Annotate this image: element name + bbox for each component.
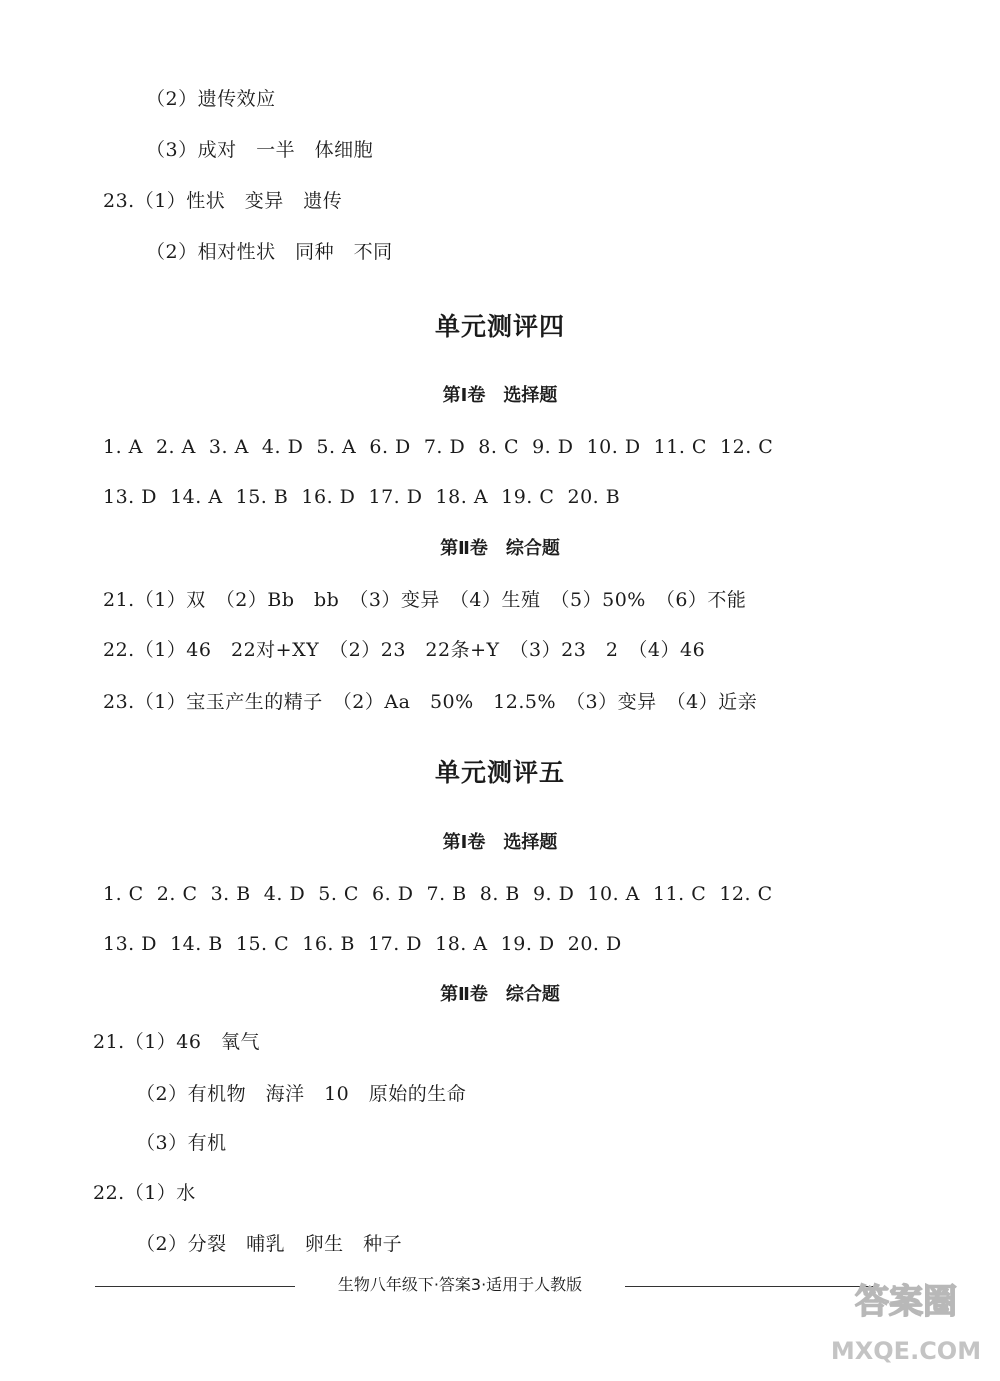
part1-title: 第Ⅰ卷 选择题 <box>442 832 558 853</box>
answer-line: 21.（1）46 氧气 <box>93 1031 260 1053</box>
answer-line: 21.（1）双 （2）Bb bb （3）变异 （4）生殖 （5）50% （6）不能 <box>103 589 747 611</box>
answer-line: （2）有机物 海洋 10 原始的生命 <box>136 1083 467 1105</box>
choice-answers-row: 1. A 2. A 3. A 4. D 5. A 6. D 7. D 8. C 9. D 10. D 11. C 12. C <box>103 436 774 458</box>
answer-line: 23.（1）性状 变异 遗传 <box>103 190 343 212</box>
part2-title: 第Ⅱ卷 综合题 <box>440 538 560 559</box>
answer-line: （3）成对 一半 体细胞 <box>146 139 374 161</box>
answer-line: 23.（1）宝玉产生的精子 （2）Aa 50% 12.5% （3）变异 （4）近亲 <box>103 691 758 713</box>
section-title-unit4: 单元测评四 <box>434 312 565 341</box>
part1-title: 第Ⅰ卷 选择题 <box>442 385 558 406</box>
section-title-unit5: 单元测评五 <box>434 758 565 787</box>
answer-line: （2）遗传效应 <box>146 88 276 110</box>
part2-title: 第Ⅱ卷 综合题 <box>440 984 560 1005</box>
answer-line: 22.（1）46 22对+XY （2）23 22条+Y （3）23 2 （4）46 <box>103 639 706 661</box>
footer-rule-left <box>95 1286 295 1287</box>
choice-answers-row: 13. D 14. A 15. B 16. D 17. D 18. A 19. C 20. B <box>103 486 621 508</box>
watermark-logo-text: 答案圈 <box>855 1282 957 1322</box>
answer-line: （3）有机 <box>136 1132 227 1154</box>
answer-line: （2）分裂 哺乳 卵生 种子 <box>136 1233 403 1255</box>
choice-answers-row: 1. C 2. C 3. B 4. D 5. C 6. D 7. B 8. B 9. D 10. A 11. C 12. C <box>103 883 773 905</box>
choice-answers-row: 13. D 14. B 15. C 16. B 17. D 18. A 19. D 20. D <box>103 933 622 955</box>
answer-line: （2）相对性状 同种 不同 <box>146 241 393 263</box>
watermark-url-text: MXQE.COM <box>830 1337 982 1365</box>
watermark-logo <box>826 1271 986 1371</box>
footer-text: 生物八年级下·答案3·适用于人教版 <box>337 1275 583 1294</box>
answer-line: 22.（1）水 <box>93 1182 196 1204</box>
